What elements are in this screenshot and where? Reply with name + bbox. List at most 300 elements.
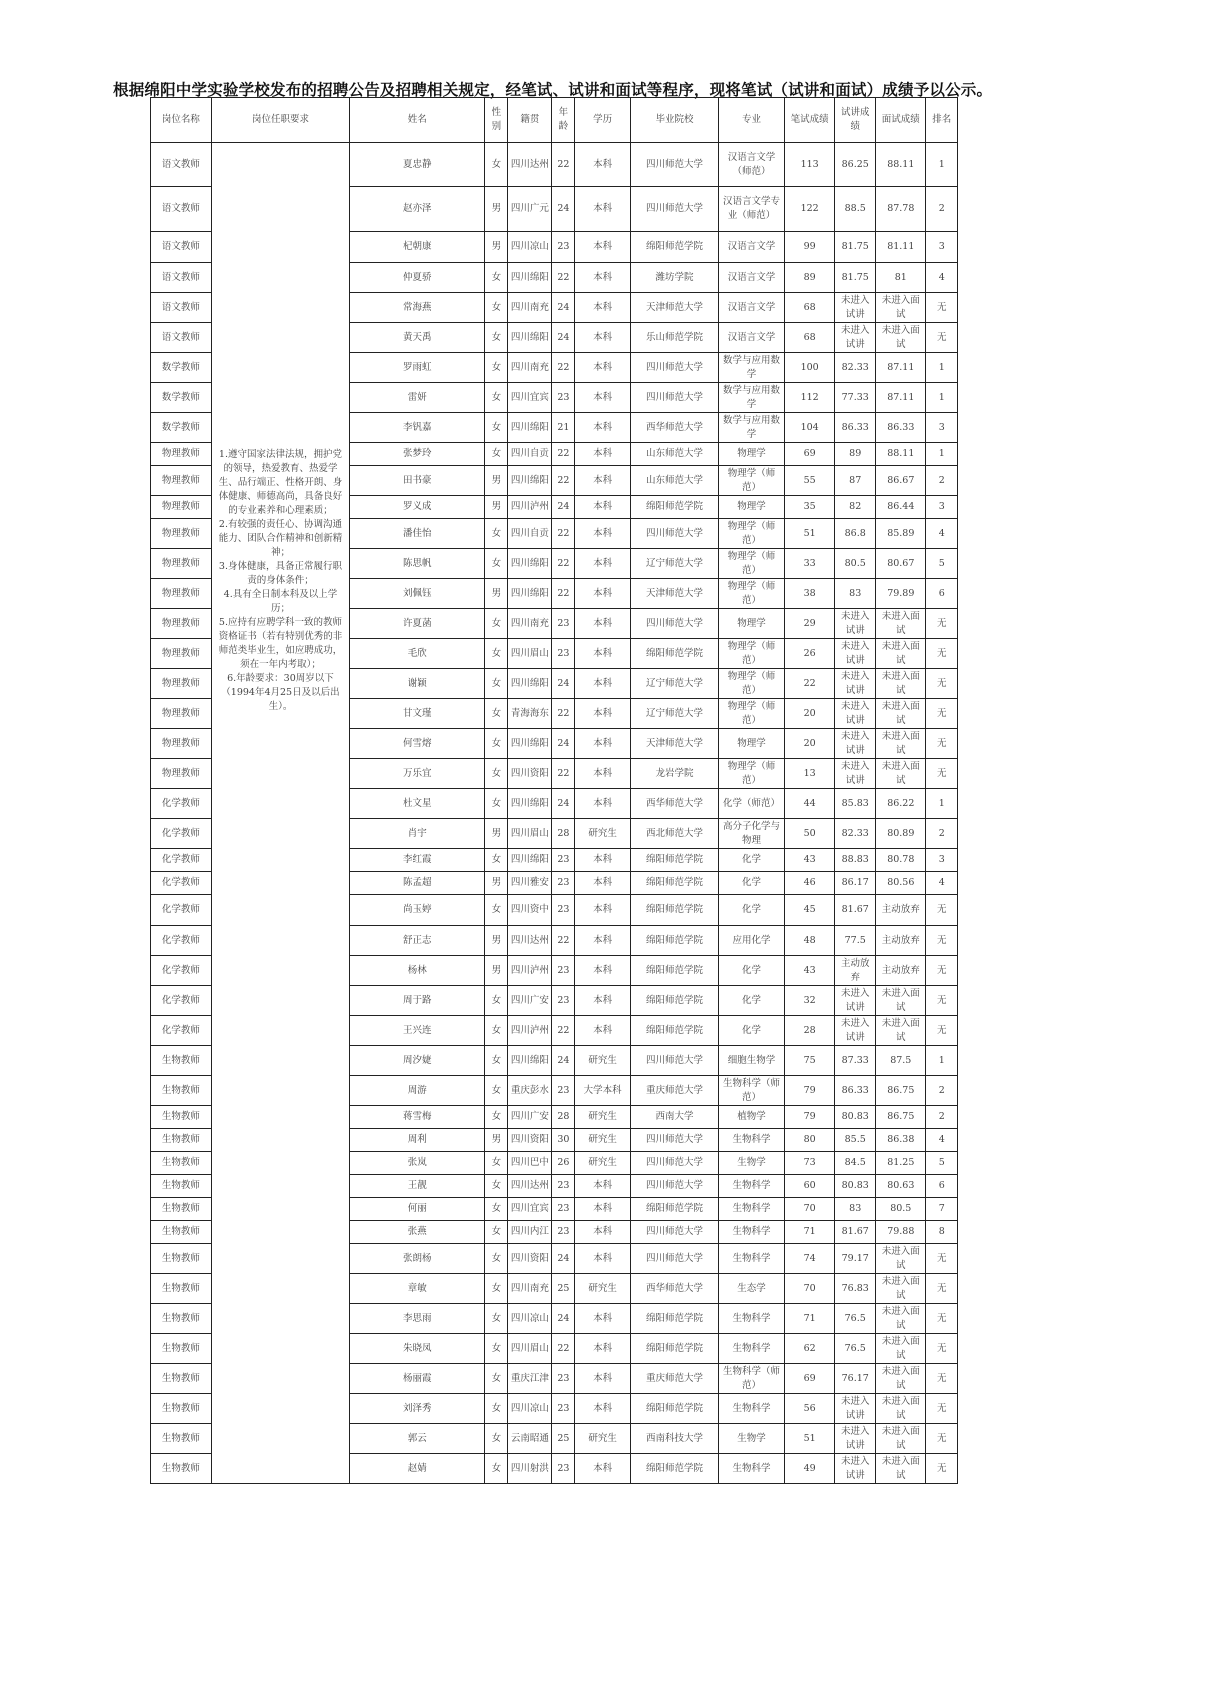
origin-cell: 四川资阳 — [508, 1129, 552, 1152]
interview-score-cell: 79.89 — [876, 579, 926, 609]
gender-cell: 女 — [485, 143, 508, 187]
post-cell: 生物教师 — [151, 1424, 212, 1454]
origin-cell: 重庆彭水 — [508, 1076, 552, 1106]
rank-cell: 3 — [926, 413, 958, 443]
lecture-score-cell: 未进入试讲 — [835, 609, 876, 639]
lecture-score-cell: 未进入试讲 — [835, 729, 876, 759]
major-cell: 汉语言文学 — [718, 293, 784, 323]
post-cell: 物理教师 — [151, 639, 212, 669]
written-score-cell: 112 — [784, 383, 834, 413]
education-cell: 本科 — [575, 293, 631, 323]
age-cell: 24 — [552, 187, 575, 232]
major-cell: 汉语言文学 — [718, 232, 784, 263]
header-education: 学历 — [575, 98, 631, 143]
written-score-cell: 29 — [784, 609, 834, 639]
post-cell: 物理教师 — [151, 466, 212, 496]
major-cell: 汉语言文学 — [718, 323, 784, 353]
interview-score-cell: 未进入面试 — [876, 1244, 926, 1274]
age-cell: 22 — [552, 443, 575, 466]
education-cell: 本科 — [575, 1364, 631, 1394]
interview-score-cell: 未进入面试 — [876, 1424, 926, 1454]
post-cell: 物理教师 — [151, 729, 212, 759]
name-cell: 赵婧 — [350, 1454, 485, 1484]
interview-score-cell: 未进入面试 — [876, 1394, 926, 1424]
origin-cell: 四川达州 — [508, 1175, 552, 1198]
origin-cell: 四川巴中 — [508, 1152, 552, 1175]
rank-cell: 无 — [926, 323, 958, 353]
school-cell: 西北师范大学 — [630, 819, 718, 849]
origin-cell: 青海海东 — [508, 699, 552, 729]
written-score-cell: 43 — [784, 956, 834, 986]
education-cell: 本科 — [575, 926, 631, 956]
written-score-cell: 38 — [784, 579, 834, 609]
age-cell: 22 — [552, 519, 575, 549]
age-cell: 28 — [552, 1106, 575, 1129]
gender-cell: 男 — [485, 187, 508, 232]
age-cell: 23 — [552, 956, 575, 986]
rank-cell: 4 — [926, 519, 958, 549]
origin-cell: 四川绵阳 — [508, 729, 552, 759]
post-cell: 生物教师 — [151, 1175, 212, 1198]
interview-score-cell: 80.63 — [876, 1175, 926, 1198]
school-cell: 天津师范大学 — [630, 293, 718, 323]
name-cell: 朱晓凤 — [350, 1334, 485, 1364]
origin-cell: 四川广安 — [508, 986, 552, 1016]
name-cell: 舒正志 — [350, 926, 485, 956]
rank-cell: 无 — [926, 1364, 958, 1394]
age-cell: 22 — [552, 353, 575, 383]
name-cell: 罗雨虹 — [350, 353, 485, 383]
gender-cell: 女 — [485, 669, 508, 699]
school-cell: 西华师范大学 — [630, 789, 718, 819]
education-cell: 本科 — [575, 466, 631, 496]
written-score-cell: 35 — [784, 496, 834, 519]
gender-cell: 男 — [485, 1129, 508, 1152]
education-cell: 本科 — [575, 1175, 631, 1198]
lecture-score-cell: 80.5 — [835, 549, 876, 579]
major-cell: 汉语言文学专业（师范） — [718, 187, 784, 232]
gender-cell: 女 — [485, 1364, 508, 1394]
post-cell: 化学教师 — [151, 849, 212, 872]
written-score-cell: 46 — [784, 872, 834, 895]
written-score-cell: 68 — [784, 323, 834, 353]
post-cell: 化学教师 — [151, 819, 212, 849]
post-cell: 生物教师 — [151, 1364, 212, 1394]
gender-cell: 女 — [485, 293, 508, 323]
name-cell: 周于路 — [350, 986, 485, 1016]
written-score-cell: 113 — [784, 143, 834, 187]
written-score-cell: 33 — [784, 549, 834, 579]
interview-score-cell: 86.38 — [876, 1129, 926, 1152]
major-cell: 化学 — [718, 872, 784, 895]
interview-score-cell: 未进入面试 — [876, 1334, 926, 1364]
rank-cell: 2 — [926, 187, 958, 232]
gender-cell: 女 — [485, 1221, 508, 1244]
gender-cell: 女 — [485, 519, 508, 549]
post-cell: 生物教师 — [151, 1106, 212, 1129]
interview-score-cell: 86.75 — [876, 1106, 926, 1129]
major-cell: 生态学 — [718, 1274, 784, 1304]
origin-cell: 四川自贡 — [508, 443, 552, 466]
interview-score-cell: 87.78 — [876, 187, 926, 232]
post-cell: 生物教师 — [151, 1129, 212, 1152]
major-cell: 物理学（师范） — [718, 549, 784, 579]
school-cell: 绵阳师范学院 — [630, 1016, 718, 1046]
lecture-score-cell: 未进入试讲 — [835, 759, 876, 789]
school-cell: 重庆师范大学 — [630, 1076, 718, 1106]
table-row — [151, 143, 958, 187]
lecture-score-cell: 84.5 — [835, 1152, 876, 1175]
school-cell: 西华师范大学 — [630, 413, 718, 443]
gender-cell: 男 — [485, 956, 508, 986]
post-cell: 物理教师 — [151, 549, 212, 579]
education-cell: 本科 — [575, 669, 631, 699]
gender-cell: 女 — [485, 986, 508, 1016]
age-cell: 22 — [552, 699, 575, 729]
interview-score-cell: 79.88 — [876, 1221, 926, 1244]
origin-cell: 四川眉山 — [508, 1334, 552, 1364]
rank-cell: 无 — [926, 986, 958, 1016]
interview-score-cell: 86.33 — [876, 413, 926, 443]
rank-cell: 无 — [926, 1016, 958, 1046]
major-cell: 生物科学 — [718, 1394, 784, 1424]
gender-cell: 女 — [485, 323, 508, 353]
age-cell: 23 — [552, 872, 575, 895]
post-cell: 化学教师 — [151, 956, 212, 986]
header-name: 姓名 — [350, 98, 485, 143]
name-cell: 王兴连 — [350, 1016, 485, 1046]
name-cell: 周游 — [350, 1076, 485, 1106]
age-cell: 22 — [552, 549, 575, 579]
origin-cell: 四川资中 — [508, 895, 552, 926]
lecture-score-cell: 未进入试讲 — [835, 1424, 876, 1454]
major-cell: 汉语言文学（师范） — [718, 143, 784, 187]
age-cell: 25 — [552, 1274, 575, 1304]
school-cell: 重庆师范大学 — [630, 1364, 718, 1394]
written-score-cell: 62 — [784, 1334, 834, 1364]
age-cell: 24 — [552, 293, 575, 323]
education-cell: 本科 — [575, 549, 631, 579]
origin-cell: 四川绵阳 — [508, 466, 552, 496]
school-cell: 四川师范大学 — [630, 187, 718, 232]
origin-cell: 四川南充 — [508, 1274, 552, 1304]
lecture-score-cell: 86.8 — [835, 519, 876, 549]
interview-score-cell: 未进入面试 — [876, 986, 926, 1016]
origin-cell: 四川绵阳 — [508, 263, 552, 293]
written-score-cell: 44 — [784, 789, 834, 819]
school-cell: 天津师范大学 — [630, 729, 718, 759]
gender-cell: 女 — [485, 1274, 508, 1304]
gender-cell: 女 — [485, 699, 508, 729]
rank-cell: 无 — [926, 1424, 958, 1454]
lecture-score-cell: 76.5 — [835, 1334, 876, 1364]
gender-cell: 男 — [485, 579, 508, 609]
school-cell: 绵阳师范学院 — [630, 1334, 718, 1364]
major-cell: 物理学（师范） — [718, 579, 784, 609]
gender-cell: 女 — [485, 849, 508, 872]
name-cell: 张朗杨 — [350, 1244, 485, 1274]
origin-cell: 四川达州 — [508, 926, 552, 956]
major-cell: 应用化学 — [718, 926, 784, 956]
age-cell: 23 — [552, 639, 575, 669]
name-cell: 夏忠静 — [350, 143, 485, 187]
rank-cell: 6 — [926, 1175, 958, 1198]
name-cell: 周汐婕 — [350, 1046, 485, 1076]
gender-cell: 女 — [485, 789, 508, 819]
education-cell: 本科 — [575, 956, 631, 986]
gender-cell: 女 — [485, 609, 508, 639]
name-cell: 潘佳怡 — [350, 519, 485, 549]
age-cell: 24 — [552, 496, 575, 519]
rank-cell: 无 — [926, 895, 958, 926]
written-score-cell: 99 — [784, 232, 834, 263]
post-cell: 语文教师 — [151, 263, 212, 293]
origin-cell: 云南昭通 — [508, 1424, 552, 1454]
lecture-score-cell: 81.75 — [835, 232, 876, 263]
origin-cell: 四川内江 — [508, 1221, 552, 1244]
origin-cell: 四川泸州 — [508, 496, 552, 519]
written-score-cell: 49 — [784, 1454, 834, 1484]
age-cell: 23 — [552, 895, 575, 926]
gender-cell: 女 — [485, 263, 508, 293]
lecture-score-cell: 86.17 — [835, 872, 876, 895]
major-cell: 化学 — [718, 986, 784, 1016]
school-cell: 绵阳师范学院 — [630, 956, 718, 986]
rank-cell: 3 — [926, 496, 958, 519]
education-cell: 本科 — [575, 699, 631, 729]
rank-cell: 4 — [926, 872, 958, 895]
school-cell: 绵阳师范学院 — [630, 232, 718, 263]
education-cell: 本科 — [575, 413, 631, 443]
major-cell: 物理学 — [718, 496, 784, 519]
school-cell: 龙岩学院 — [630, 759, 718, 789]
age-cell: 23 — [552, 609, 575, 639]
gender-cell: 男 — [485, 232, 508, 263]
rank-cell: 1 — [926, 353, 958, 383]
gender-cell: 女 — [485, 1424, 508, 1454]
gender-cell: 女 — [485, 1046, 508, 1076]
post-cell: 物理教师 — [151, 443, 212, 466]
education-cell: 研究生 — [575, 1152, 631, 1175]
name-cell: 杜文星 — [350, 789, 485, 819]
origin-cell: 四川宜宾 — [508, 1198, 552, 1221]
major-cell: 细胞生物学 — [718, 1046, 784, 1076]
school-cell: 四川师范大学 — [630, 1129, 718, 1152]
written-score-cell: 48 — [784, 926, 834, 956]
written-score-cell: 79 — [784, 1076, 834, 1106]
rank-cell: 7 — [926, 1198, 958, 1221]
major-cell: 植物学 — [718, 1106, 784, 1129]
rank-cell: 1 — [926, 1046, 958, 1076]
education-cell: 本科 — [575, 579, 631, 609]
school-cell: 四川师范大学 — [630, 353, 718, 383]
lecture-score-cell: 87.33 — [835, 1046, 876, 1076]
name-cell: 毛欣 — [350, 639, 485, 669]
post-cell: 语文教师 — [151, 187, 212, 232]
gender-cell: 女 — [485, 1394, 508, 1424]
school-cell: 辽宁师范大学 — [630, 549, 718, 579]
age-cell: 23 — [552, 1364, 575, 1394]
written-score-cell: 69 — [784, 443, 834, 466]
name-cell: 赵亦泽 — [350, 187, 485, 232]
post-cell: 生物教师 — [151, 1076, 212, 1106]
age-cell: 23 — [552, 1198, 575, 1221]
education-cell: 本科 — [575, 143, 631, 187]
written-score-cell: 50 — [784, 819, 834, 849]
school-cell: 绵阳师范学院 — [630, 926, 718, 956]
age-cell: 22 — [552, 466, 575, 496]
lecture-score-cell: 87 — [835, 466, 876, 496]
name-cell: 周利 — [350, 1129, 485, 1152]
post-cell: 生物教师 — [151, 1304, 212, 1334]
interview-score-cell: 未进入面试 — [876, 1454, 926, 1484]
name-cell: 刘佩钰 — [350, 579, 485, 609]
post-cell: 化学教师 — [151, 895, 212, 926]
lecture-score-cell: 未进入试讲 — [835, 669, 876, 699]
post-cell: 生物教师 — [151, 1198, 212, 1221]
education-cell: 本科 — [575, 1304, 631, 1334]
major-cell: 化学 — [718, 1016, 784, 1046]
age-cell: 22 — [552, 263, 575, 293]
rank-cell: 5 — [926, 549, 958, 579]
interview-score-cell: 87.11 — [876, 353, 926, 383]
origin-cell: 四川南充 — [508, 293, 552, 323]
origin-cell: 四川绵阳 — [508, 579, 552, 609]
education-cell: 研究生 — [575, 1274, 631, 1304]
written-score-cell: 74 — [784, 1244, 834, 1274]
lecture-score-cell: 未进入试讲 — [835, 1016, 876, 1046]
age-cell: 23 — [552, 1076, 575, 1106]
major-cell: 物理学（师范） — [718, 466, 784, 496]
interview-score-cell: 87.5 — [876, 1046, 926, 1076]
name-cell: 章敏 — [350, 1274, 485, 1304]
post-cell: 化学教师 — [151, 926, 212, 956]
name-cell: 郭云 — [350, 1424, 485, 1454]
rank-cell: 无 — [926, 1274, 958, 1304]
post-cell: 物理教师 — [151, 759, 212, 789]
interview-score-cell: 80.67 — [876, 549, 926, 579]
major-cell: 物理学（师范） — [718, 759, 784, 789]
written-score-cell: 71 — [784, 1221, 834, 1244]
education-cell: 研究生 — [575, 819, 631, 849]
lecture-score-cell: 80.83 — [835, 1175, 876, 1198]
rank-cell: 6 — [926, 579, 958, 609]
table-header-row — [151, 98, 958, 143]
gender-cell: 女 — [485, 1244, 508, 1274]
major-cell: 物理学（师范） — [718, 669, 784, 699]
lecture-score-cell: 未进入试讲 — [835, 1394, 876, 1424]
education-cell: 本科 — [575, 1334, 631, 1364]
rank-cell: 2 — [926, 1076, 958, 1106]
gender-cell: 女 — [485, 1334, 508, 1364]
gender-cell: 女 — [485, 1175, 508, 1198]
lecture-score-cell: 79.17 — [835, 1244, 876, 1274]
school-cell: 西南大学 — [630, 1106, 718, 1129]
origin-cell: 四川达州 — [508, 143, 552, 187]
gender-cell: 女 — [485, 895, 508, 926]
major-cell: 生物科学 — [718, 1221, 784, 1244]
name-cell: 陈思帆 — [350, 549, 485, 579]
gender-cell: 男 — [485, 926, 508, 956]
school-cell: 天津师范大学 — [630, 579, 718, 609]
origin-cell: 四川绵阳 — [508, 1046, 552, 1076]
rank-cell: 无 — [926, 1454, 958, 1484]
lecture-score-cell: 85.83 — [835, 789, 876, 819]
rank-cell: 8 — [926, 1221, 958, 1244]
name-cell: 陈孟超 — [350, 872, 485, 895]
interview-score-cell: 80.56 — [876, 872, 926, 895]
age-cell: 26 — [552, 1152, 575, 1175]
school-cell: 绵阳师范学院 — [630, 639, 718, 669]
written-score-cell: 20 — [784, 729, 834, 759]
major-cell: 生物科学（师范） — [718, 1076, 784, 1106]
education-cell: 本科 — [575, 986, 631, 1016]
header-origin: 籍贯 — [508, 98, 552, 143]
gender-cell: 男 — [485, 496, 508, 519]
rank-cell: 2 — [926, 1106, 958, 1129]
school-cell: 绵阳师范学院 — [630, 895, 718, 926]
name-cell: 李钒嘉 — [350, 413, 485, 443]
gender-cell: 女 — [485, 1016, 508, 1046]
origin-cell: 四川泸州 — [508, 956, 552, 986]
lecture-score-cell: 未进入试讲 — [835, 986, 876, 1016]
interview-score-cell: 未进入面试 — [876, 1364, 926, 1394]
written-score-cell: 56 — [784, 1394, 834, 1424]
rank-cell: 无 — [926, 1304, 958, 1334]
major-cell: 生物科学 — [718, 1244, 784, 1274]
written-score-cell: 28 — [784, 1016, 834, 1046]
rank-cell: 2 — [926, 819, 958, 849]
rank-cell: 无 — [926, 699, 958, 729]
rank-cell: 3 — [926, 849, 958, 872]
written-score-cell: 20 — [784, 699, 834, 729]
name-cell: 谢颖 — [350, 669, 485, 699]
major-cell: 化学（师范） — [718, 789, 784, 819]
post-cell: 语文教师 — [151, 323, 212, 353]
rank-cell: 1 — [926, 789, 958, 819]
written-score-cell: 13 — [784, 759, 834, 789]
gender-cell: 男 — [485, 872, 508, 895]
education-cell: 本科 — [575, 496, 631, 519]
education-cell: 本科 — [575, 1221, 631, 1244]
gender-cell: 女 — [485, 759, 508, 789]
school-cell: 四川师范大学 — [630, 383, 718, 413]
age-cell: 23 — [552, 383, 575, 413]
lecture-score-cell: 82.33 — [835, 819, 876, 849]
post-cell: 物理教师 — [151, 609, 212, 639]
age-cell: 30 — [552, 1129, 575, 1152]
origin-cell: 四川南充 — [508, 609, 552, 639]
interview-score-cell: 未进入面试 — [876, 1274, 926, 1304]
name-cell: 雷妍 — [350, 383, 485, 413]
name-cell: 杞朝康 — [350, 232, 485, 263]
post-cell: 物理教师 — [151, 496, 212, 519]
school-cell: 辽宁师范大学 — [630, 669, 718, 699]
lecture-score-cell: 89 — [835, 443, 876, 466]
origin-cell: 四川绵阳 — [508, 849, 552, 872]
age-cell: 24 — [552, 1244, 575, 1274]
lecture-score-cell: 未进入试讲 — [835, 323, 876, 353]
name-cell: 刘泽秀 — [350, 1394, 485, 1424]
post-cell: 化学教师 — [151, 789, 212, 819]
age-cell: 23 — [552, 1454, 575, 1484]
age-cell: 22 — [552, 759, 575, 789]
header-school: 毕业院校 — [630, 98, 718, 143]
school-cell: 西南科技大学 — [630, 1424, 718, 1454]
interview-score-cell: 主动放弃 — [876, 926, 926, 956]
major-cell: 化学 — [718, 895, 784, 926]
interview-score-cell: 85.89 — [876, 519, 926, 549]
